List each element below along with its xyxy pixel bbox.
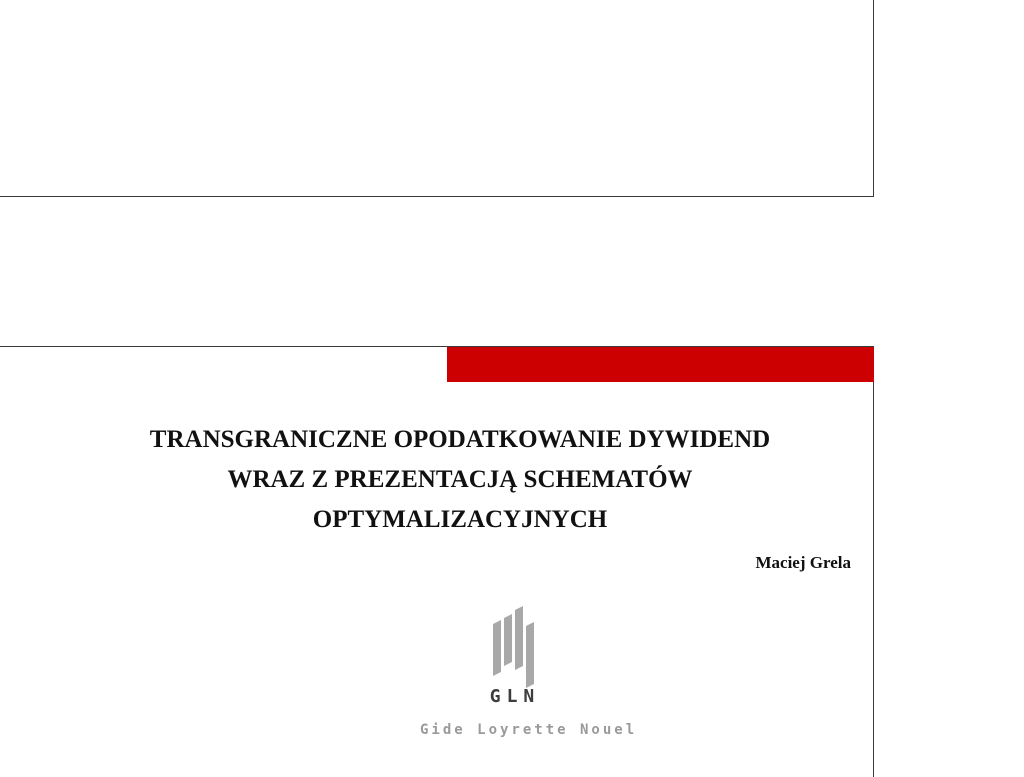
notes-frame	[0, 0, 874, 197]
slide-title-line-3: OPTYMALIZACYJNYCH	[312, 506, 608, 533]
logo-firm-name: Gide Loyrette Nouel	[420, 722, 638, 738]
gln-bars-logo-icon	[490, 604, 540, 688]
firm-logo	[420, 600, 638, 750]
slide-title-line-2: WRAZ Z PREZENTACJĄ SCHEMATÓW	[227, 466, 693, 493]
slide-title-line-1: TRANSGRANICZNE OPODATKOWANIE DYWIDEND	[149, 426, 771, 453]
accent-bar	[447, 347, 874, 382]
logo-mark-text: GLN	[489, 686, 541, 707]
slide-title	[60, 420, 860, 540]
author-name: Maciej Grela	[755, 553, 851, 572]
